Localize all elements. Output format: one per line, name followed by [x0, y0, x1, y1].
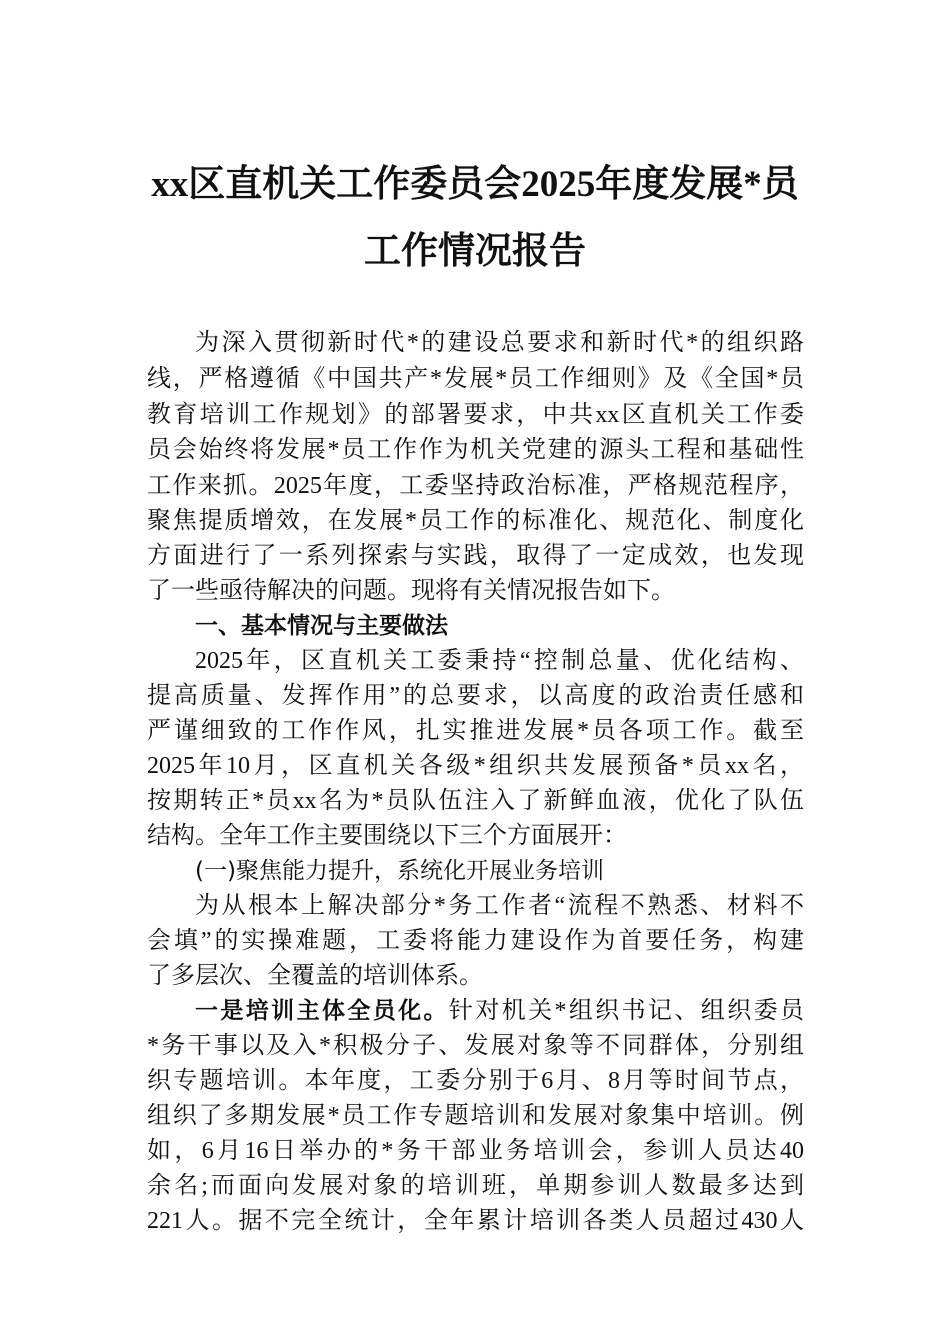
paragraph-line: 组织了多期发展*员工作专题培训和发展对象集中培训。例 [147, 1103, 804, 1129]
paragraph-line: 织专题培训。本年度，工委分别于6月、8月等时间节点， [147, 1068, 804, 1094]
document-title-line-1: xx区直机关工作委员会2025年度发展*员 [151, 164, 799, 205]
paragraph-line: 按期转正*员xx名为*员队伍注入了新鲜血液，优化了队伍 [147, 788, 804, 814]
paragraph-line: 2025年，区直机关工委秉持“控制总量、优化结构、 [195, 648, 804, 674]
paragraph-line: 员会始终将发展*员工作作为机关党建的源头工程和基础性 [147, 437, 804, 463]
paragraph-line: 方面进行了一系列探索与实践，取得了一定成效，也发现 [147, 543, 804, 569]
paragraph-line: 提高质量、发挥作用”的总要求，以高度的政治责任感和 [147, 683, 804, 709]
paragraph-line: 教育培训工作规划》的部署要求，中共xx区直机关工作委 [147, 402, 804, 428]
paragraph-line: *务干事以及入*积极分子、发展对象等不同群体，分别组 [147, 1033, 804, 1059]
paragraph-line: 了多层次、全覆盖的培训体系。 [147, 963, 483, 989]
paragraph-line: 2025年10月，区直机关各级*组织共发展预备*员xx名， [147, 753, 804, 779]
paragraph-lead-text: 一是培训主体全员化。 [195, 998, 449, 1024]
paragraph-line: 余名;而面向发展对象的培训班，单期参训人数最多达到 [147, 1173, 804, 1199]
paragraph-line: 聚焦提质增效，在发展*员工作的标准化、规范化、制度化 [147, 508, 804, 534]
paragraph-line: 221人。据不完全统计，全年累计培训各类人员超过430人 [147, 1208, 804, 1234]
paragraph-line: 线，严格遵循《中国共产*发展*员工作细则》及《全国*员 [147, 366, 804, 392]
paragraph-line [195, 996, 804, 1026]
paragraph-line: 结构。全年工作主要围绕以下三个方面展开： [147, 823, 627, 849]
paragraph-line: 工作来抓。2025年度，工委坚持政治标准，严格规范程序， [147, 473, 804, 499]
paragraph-line: 如，6月16日举办的*务干部业务培训会，参训人员达40 [147, 1138, 804, 1164]
paragraph-line: 为深入贯彻新时代*的建设总要求和新时代*的组织路 [195, 330, 804, 356]
paragraph-line: 严谨细致的工作作风，扎实推进发展*员各项工作。截至 [147, 718, 804, 744]
document-title-line-2: 工作情况报告 [364, 231, 586, 272]
subsection-heading: (一)聚焦能力提升，系统化开展业务培训 [195, 858, 604, 884]
section-heading: 一、基本情况与主要做法 [195, 613, 448, 639]
paragraph-line: 会填”的实操难题，工委将能力建设作为首要任务，构建 [147, 928, 804, 954]
paragraph-line: 为从根本上解决部分*务工作者“流程不熟悉、材料不 [195, 893, 804, 919]
paragraph-text: 针对机关*组织书记、组织委员 [448, 998, 805, 1024]
paragraph-line: 了一些亟待解决的问题。现将有关情况报告如下。 [147, 578, 675, 604]
